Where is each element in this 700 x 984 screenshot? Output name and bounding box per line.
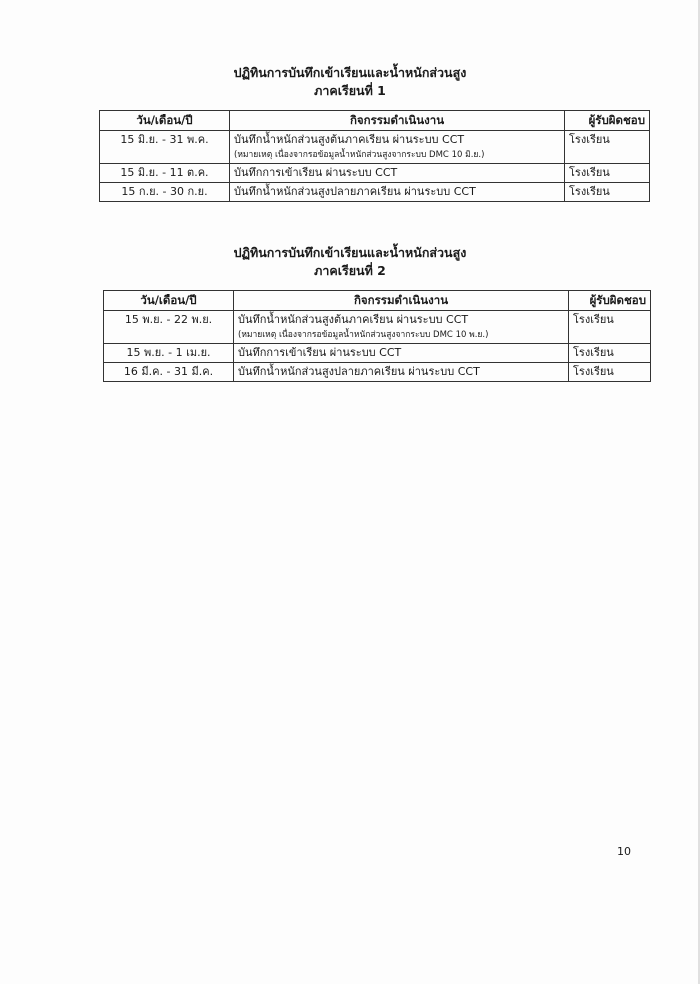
activity-cell: บันทึกน้ำหนักส่วนสูงปลายภาคเรียน ผ่านระบบ CCT — [234, 363, 569, 382]
page-number: 10 — [617, 845, 631, 858]
activity-cell — [230, 131, 565, 164]
date-cell: 15 ก.ย. - 30 ก.ย. — [100, 183, 230, 202]
table-row — [100, 164, 650, 183]
table-header-row — [100, 111, 650, 131]
table-row — [104, 344, 651, 363]
table-header-row — [104, 291, 651, 311]
responsible-cell: โรงเรียน — [569, 344, 651, 363]
date-cell: 15 มิ.ย. - 11 ต.ค. — [100, 164, 230, 183]
table-row — [100, 183, 650, 202]
activity-cell: บันทึกน้ำหนักส่วนสูงปลายภาคเรียน ผ่านระบบ CCT — [230, 183, 565, 202]
section-2-heading — [0, 244, 700, 280]
date-cell: 15 มิ.ย. - 31 พ.ค. — [100, 131, 230, 164]
section-1-heading — [0, 64, 700, 100]
responsible-cell: โรงเรียน — [565, 164, 650, 183]
section-2-title: ปฏิทินการบันทึกเข้าเรียนและน้ำหนักส่วนสูง — [233, 245, 467, 260]
section-1-title: ปฏิทินการบันทึกเข้าเรียนและน้ำหนักส่วนสูง — [233, 65, 467, 80]
responsible-cell: โรงเรียน — [565, 131, 650, 164]
section-2-subtitle: ภาคเรียนที่ 2 — [314, 263, 386, 278]
header-responsible: ผู้รับผิดชอบ — [569, 291, 651, 311]
activity-cell — [234, 311, 569, 344]
responsible-cell: โรงเรียน — [565, 183, 650, 202]
date-cell: 16 มี.ค. - 31 มี.ค. — [104, 363, 234, 382]
activity-cell: บันทึกการเข้าเรียน ผ่านระบบ CCT — [230, 164, 565, 183]
activity-cell: บันทึกการเข้าเรียน ผ่านระบบ CCT — [234, 344, 569, 363]
activity-text: บันทึกน้ำหนักส่วนสูงต้นภาคเรียน ผ่านระบบ CCT — [234, 133, 465, 146]
header-date: วัน/เดือน/ปี — [100, 111, 230, 131]
activity-text: บันทึกน้ำหนักส่วนสูงต้นภาคเรียน ผ่านระบบ CCT — [238, 313, 469, 326]
section-1-subtitle: ภาคเรียนที่ 1 — [314, 83, 386, 98]
responsible-cell: โรงเรียน — [569, 363, 651, 382]
activity-note: (หมายเหตุ เนื่องจากรอข้อมูลน้ำหนักส่วนสูงจากระบบ DMC 10 พ.ย.) — [238, 330, 489, 340]
activity-note: (หมายเหตุ เนื่องจากรอข้อมูลน้ำหนักส่วนสูงจากระบบ DMC 10 มิ.ย.) — [234, 150, 485, 160]
section-2-table — [103, 290, 651, 382]
table-row — [100, 131, 650, 164]
date-cell: 15 พ.ย. - 22 พ.ย. — [104, 311, 234, 344]
header-activity: กิจกรรมดำเนินงาน — [234, 291, 569, 311]
header-activity: กิจกรรมดำเนินงาน — [230, 111, 565, 131]
section-1-table — [99, 110, 650, 202]
table-row — [104, 311, 651, 344]
header-date: วัน/เดือน/ปี — [104, 291, 234, 311]
date-cell: 15 พ.ย. - 1 เม.ย. — [104, 344, 234, 363]
responsible-cell: โรงเรียน — [569, 311, 651, 344]
header-responsible: ผู้รับผิดชอบ — [565, 111, 650, 131]
table-row — [104, 363, 651, 382]
